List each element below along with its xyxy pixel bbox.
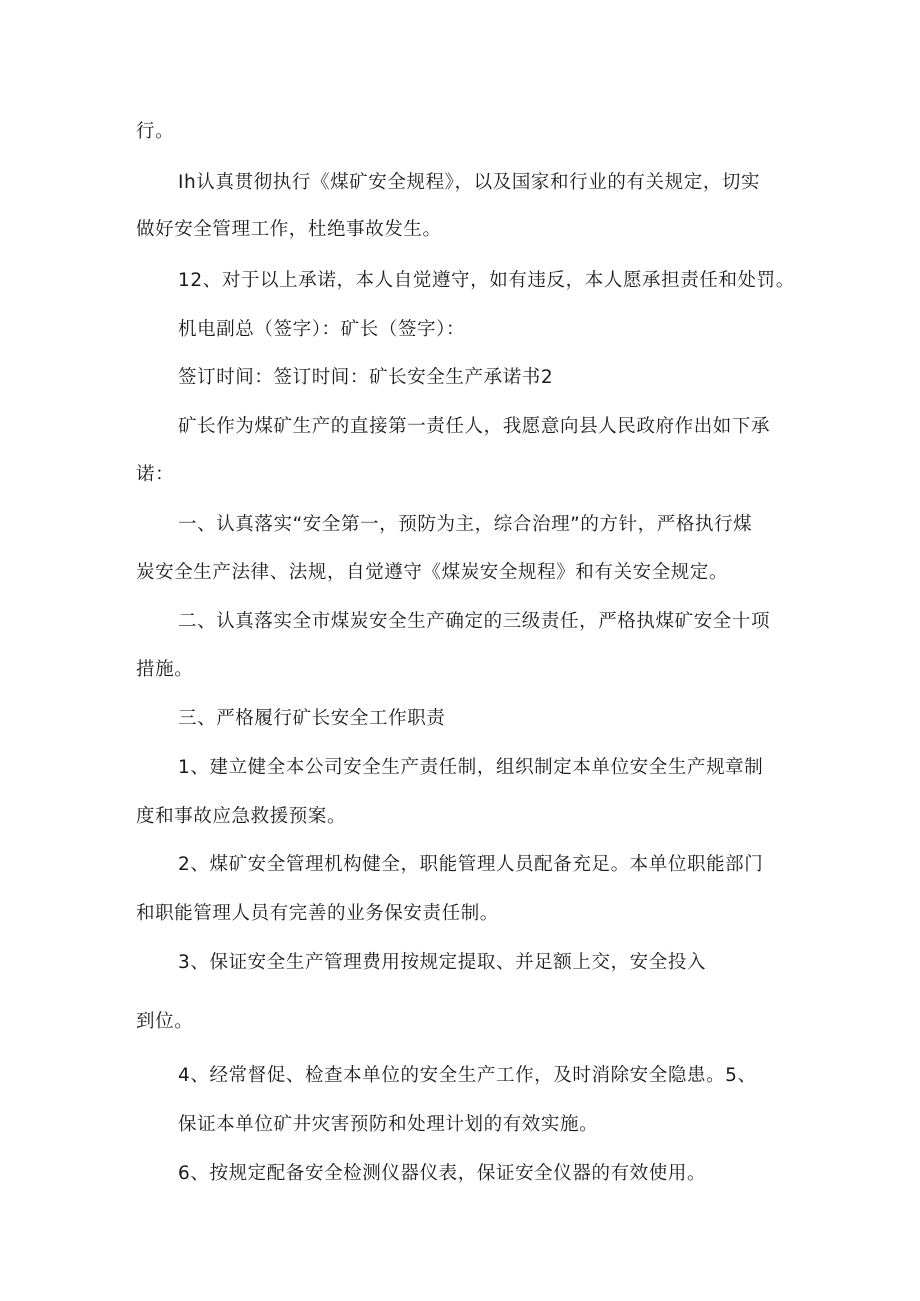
text-line: 一、认真落实“安全第一，预防为主，综合治理”的方针，严格执行煤 — [178, 514, 753, 535]
text-line: 二、认真落实全市煤炭安全生产确定的三级责任，严格执煤矿安全十项 — [178, 611, 771, 632]
text-line: 3、保证安全生产管理费用按规定提取、并足额上交，安全投入 — [178, 952, 707, 973]
text-line: 度和事故应急救援预案。 — [136, 806, 347, 827]
text-line: 到位。 — [136, 1011, 194, 1032]
signature-line: 机电副总（签字）：矿长（签字）： — [178, 319, 466, 340]
text-line: 矿长作为煤矿生产的直接第一责任人，我愿意向县人民政府作出如下承 — [178, 416, 771, 437]
text-line: 做好安全管理工作，杜绝事故发生。 — [136, 219, 442, 240]
text-line: 诺： — [136, 464, 175, 485]
text-line: 2、煤矿安全管理机构健全，职能管理人员配备充足。本单位职能部门 — [178, 854, 764, 875]
text-line: 6、按规定配备安全检测仪器仪表，保证安全仪器的有效使用。 — [178, 1163, 707, 1184]
text-line: 炭安全生产法律、法规，自觉遵守《煤炭安全规程》和有关安全规定。 — [136, 562, 729, 583]
text-line: Ih认真贯彻执行《煤矿安全规程》，以及国家和行业的有关规定，切实 — [178, 172, 761, 193]
section-heading: 三、严格履行矿长安全工作职责 — [178, 708, 446, 729]
text-line: 和职能管理人员有完善的业务保安责任制。 — [136, 903, 499, 924]
text-line: 措施。 — [136, 659, 194, 680]
text-line: 1、建立健全本公司安全生产责任制，组织制定本单位安全生产规章制 — [178, 757, 764, 778]
text-line: 行。 — [136, 121, 175, 142]
text-line: 保证本单位矿井灾害预防和处理计划的有效实施。 — [178, 1114, 599, 1135]
date-line: 签订时间：签订时间：矿长安全生产承诺书2 — [178, 367, 554, 388]
text-line: 4、经常督促、检查本单位的安全生产工作，及时消除安全隐患。5、 — [178, 1065, 757, 1086]
text-line: 12、对于以上承诺，本人自觉遵守，如有违反，本人愿承担责任和处罚。 — [178, 270, 795, 291]
